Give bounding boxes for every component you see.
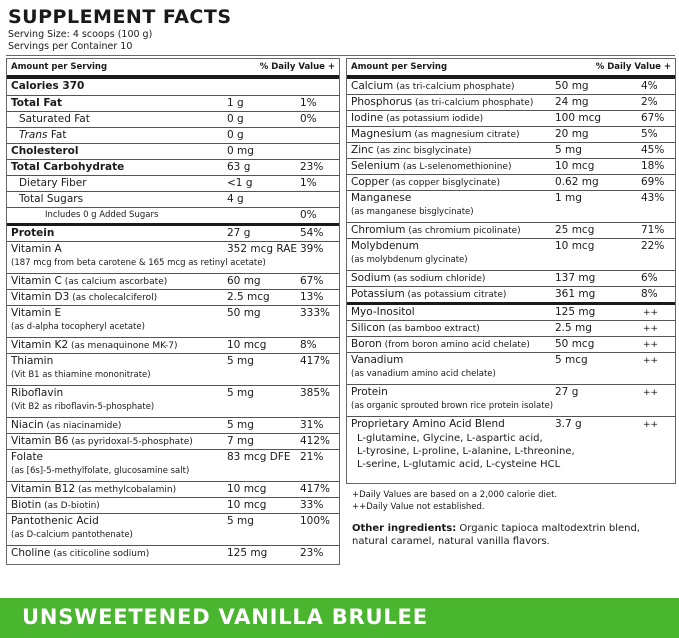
nutrient-dv: 18% (641, 160, 665, 172)
nutrient-row (347, 305, 675, 321)
nutrient-amount: 1 mg (555, 192, 582, 204)
nutrient-amount: 60 mg (227, 275, 261, 287)
nutrient-amount: 5 mg (227, 515, 254, 527)
nutrient-name: Calcium (351, 80, 394, 92)
nutrient-amount: 5 mg (227, 419, 254, 431)
nutrient-amount: 63 g (227, 161, 251, 173)
nutrient-name: Thiamin (11, 355, 54, 367)
nutrient-name: Total Sugars (19, 193, 84, 205)
nutrient-amount: 2.5 mcg (227, 291, 270, 303)
flavor-banner (0, 598, 679, 638)
nutrient-row (347, 223, 675, 239)
nutrient-amount: 20 mg (555, 128, 589, 140)
nutrient-dv: 6% (641, 272, 658, 284)
nutrient-dv: ++ (643, 324, 659, 334)
nutrient-amount: 10 mcg (227, 499, 267, 511)
nutrient-row (347, 191, 675, 223)
nutrient-dv: 1% (300, 97, 317, 109)
nutrient-dv: 1% (300, 177, 317, 189)
footnotes (352, 489, 557, 513)
nutrient-row (7, 306, 339, 338)
nutrient-name: Folate (11, 451, 44, 463)
nutrient-name: Vitamin A (11, 243, 62, 255)
nutrient-name: Vitamin B6 (11, 435, 69, 447)
nutrient-row (7, 418, 339, 434)
nutrient-name: Silicon (351, 322, 386, 334)
nutrient-row (347, 287, 675, 305)
nutrient-amount: 0 g (227, 129, 244, 141)
nutrient-dv: 0% (300, 113, 317, 125)
nutrient-row (347, 175, 675, 191)
nutrient-row (7, 274, 339, 290)
nutrient-dv: 22% (641, 240, 665, 252)
nutrient-row (347, 143, 675, 159)
footnote-daily-value: +Daily Values are based on a 2,000 calorie diet. (352, 490, 558, 500)
nutrient-name: Chromium (351, 224, 406, 236)
nutrient-source: (as potassium iodide) (383, 114, 484, 124)
nutrient-name: Vitamin B12 (11, 483, 76, 495)
nutrient-dv: 31% (300, 419, 324, 431)
nutrient-name: Copper (351, 176, 389, 188)
nutrient-name: Boron (351, 338, 382, 350)
nutrient-name: Phosphorus (351, 96, 413, 108)
nutrient-row (347, 95, 675, 111)
nutrient-name: Vitamin K2 (11, 339, 69, 351)
nutrient-amount: 0.62 mg (555, 176, 599, 188)
nutrient-amount: 10 mcg (555, 160, 595, 172)
nutrient-row (347, 321, 675, 337)
nutrient-name: Sodium (351, 272, 391, 284)
nutrient-dv: 54% (300, 227, 324, 239)
nutrient-source: (as [6s]-5-methylfolate, glucosamine salt) (11, 466, 190, 476)
blend-line: L-glutamine, Glycine, L-aspartic acid, (357, 433, 543, 444)
nutrient-name: Magnesium (351, 128, 412, 140)
nutrient-row (347, 385, 675, 417)
nutrient-source: (as bamboo extract) (385, 324, 480, 334)
nutrient-dv: 2% (641, 96, 658, 108)
footnote-not-established: ++Daily Value not established. (352, 502, 485, 512)
top-divider (6, 55, 675, 56)
nutrient-source: (as chromium picolinate) (405, 226, 521, 236)
flavor-name: UNSWEETENED VANILLA BRULEE (22, 605, 428, 629)
nutrient-amount: 10 mcg (555, 240, 595, 252)
nutrient-name: Vitamin C (11, 275, 62, 287)
nutrient-name: Total Fat (11, 97, 63, 109)
nutrient-row (7, 498, 339, 514)
nutrient-row (7, 144, 339, 160)
nutrient-source: (as pyridoxal-5-phosphate) (68, 437, 193, 447)
nutrient-row (347, 79, 675, 95)
nutrient-source: (as tri-calcium phosphate) (412, 98, 534, 108)
nutrient-source: (as zinc bisglycinate) (373, 146, 472, 156)
nutrient-amount: 7 mg (227, 435, 254, 447)
nutrient-amount: 25 mcg (555, 224, 595, 236)
nutrient-dv: 8% (300, 339, 317, 351)
nutrient-source: (as D-biotin) (41, 501, 100, 511)
nutrient-name: Total Carbohydrate (11, 161, 125, 173)
nutrient-dv: ++ (643, 308, 659, 318)
nutrient-row (7, 208, 339, 226)
nutrient-name: Zinc (351, 144, 374, 156)
nutrient-source: (as potassium citrate) (404, 290, 507, 300)
nutrient-row (7, 434, 339, 450)
nutrient-amount: 1 g (227, 97, 244, 109)
nutrient-source: (as menaquinone MK-7) (68, 341, 178, 351)
nutrient-dv: 67% (300, 275, 324, 287)
nutrient-source: (Vit B2 as riboflavin-5-phosphate) (11, 402, 155, 412)
amount-per-serving-header: Amount per Serving (351, 62, 448, 72)
nutrient-name: Saturated Fat (19, 113, 90, 125)
nutrient-row (7, 514, 339, 546)
nutrient-dv: 412% (300, 435, 331, 447)
nutrient-amount: 137 mg (555, 272, 596, 284)
nutrient-row (7, 192, 339, 208)
nutrient-row (7, 546, 339, 562)
nutrient-source: (as d-alpha tocopheryl acetate) (11, 322, 145, 332)
nutrient-row (347, 127, 675, 143)
nutrient-row (347, 353, 675, 385)
nutrient-amount: 10 mcg (227, 483, 267, 495)
nutrient-source: (as magnesium citrate) (411, 130, 520, 140)
nutrient-source: (as calcium ascorbate) (61, 277, 168, 287)
nutrient-amount: 125 mg (227, 547, 268, 559)
nutrient-row (347, 239, 675, 271)
nutrient-name: Choline (11, 547, 51, 559)
nutrient-name: Manganese (351, 192, 412, 204)
nutrient-name: Cholesterol (11, 145, 79, 157)
nutrient-row (7, 160, 339, 176)
nutrient-amount: 50 mcg (555, 338, 595, 350)
nutrient-source: (as copper bisglycinate) (388, 178, 500, 188)
nutrient-amount: 5 mg (227, 387, 254, 399)
page-title: SUPPLEMENT FACTS (8, 6, 232, 28)
left-table-header (7, 59, 339, 79)
nutrient-source: (as vanadium amino acid chelate) (351, 369, 496, 379)
nutrient-name-suffix: Fat (47, 129, 67, 141)
nutrient-source: (as D-calcium pantothenate) (11, 530, 133, 540)
nutrient-row (347, 159, 675, 175)
nutrient-row (7, 96, 339, 112)
blend-line: L-tyrosine, L-proline, L-alanine, L-threonine, (357, 446, 575, 457)
servings-per-container: Servings per Container 10 (8, 41, 133, 52)
nutrient-source: (as citicoline sodium) (50, 549, 150, 559)
nutrient-amount: 27 g (555, 386, 579, 398)
nutrient-amount: 4 g (227, 193, 244, 205)
nutrient-source: (as cholecalciferol) (69, 293, 158, 303)
nutrient-name: Protein (11, 227, 55, 239)
nutrient-source: (187 mcg from beta carotene & 165 mcg as retinyl acetate) (11, 258, 266, 268)
nutrient-source: (from boron amino acid chelate) (381, 340, 530, 350)
amino-blend-row (347, 417, 675, 479)
left-facts-table (6, 58, 340, 565)
blend-line: L-serine, L-glutamic acid, L-cysteine HCL (357, 459, 561, 470)
nutrient-name: Selenium (351, 160, 400, 172)
nutrient-name: Iodine (351, 112, 384, 124)
nutrient-row (7, 128, 339, 144)
nutrient-dv: 0% (300, 209, 317, 221)
nutrient-name: Niacin (11, 419, 44, 431)
nutrient-source: (as molybdenum glycinate) (351, 255, 468, 265)
serving-size: Serving Size: 4 scoops (100 g) (8, 29, 153, 40)
nutrient-amount: 0 g (227, 113, 244, 125)
nutrient-row (7, 482, 339, 498)
nutrient-dv: 39% (300, 243, 324, 255)
nutrient-row (7, 450, 339, 482)
nutrient-source: (Vit B1 as thiamine mononitrate) (11, 370, 151, 380)
nutrient-amount: 50 mg (227, 307, 261, 319)
daily-value-header: % Daily Value + (595, 62, 671, 72)
nutrient-amount: 27 g (227, 227, 251, 239)
nutrient-amount: 352 mcg RAE (227, 243, 298, 255)
nutrient-row (7, 386, 339, 418)
nutrient-source: (as tri-calcium phosphate) (393, 82, 515, 92)
nutrient-row (7, 242, 339, 274)
nutrient-dv: 8% (641, 288, 658, 300)
nutrient-amount: 5 mg (227, 355, 254, 367)
nutrient-row (7, 354, 339, 386)
nutrient-dv: 5% (641, 128, 658, 140)
nutrient-source: (as sodium chloride) (390, 274, 486, 284)
nutrient-dv: 21% (300, 451, 324, 463)
nutrient-name: Molybdenum (351, 240, 419, 252)
right-facts-table (346, 58, 676, 484)
nutrient-dv: 333% (300, 307, 331, 319)
nutrient-dv: 100% (300, 515, 331, 527)
nutrient-dv: 417% (300, 483, 331, 495)
nutrient-row (347, 337, 675, 353)
nutrient-dv: 23% (300, 161, 324, 173)
nutrient-row (7, 226, 339, 242)
nutrient-amount: 3.7 g (555, 418, 582, 430)
calories-label: Calories 370 (11, 80, 85, 92)
nutrient-amount: 10 mcg (227, 339, 267, 351)
nutrient-name: Myo-Inositol (351, 306, 415, 318)
nutrient-source: (as organic sprouted brown rice protein isolate) (351, 401, 554, 411)
nutrient-name: Vitamin E (11, 307, 62, 319)
calories-row (7, 79, 339, 96)
nutrient-dv: 13% (300, 291, 324, 303)
nutrient-dv: 4% (641, 80, 658, 92)
nutrient-dv: ++ (643, 388, 659, 398)
nutrient-amount: 361 mg (555, 288, 596, 300)
nutrient-amount: 83 mcg DFE (227, 451, 291, 463)
nutrient-dv: 69% (641, 176, 665, 188)
daily-value-header: % Daily Value + (259, 62, 335, 72)
nutrient-amount: 24 mg (555, 96, 589, 108)
nutrient-amount: <1 g (227, 177, 253, 189)
nutrient-dv: 385% (300, 387, 331, 399)
other-ingredients-text: Organic tapioca maltodextrin blend, natural caramel, natural vanilla flavors. (352, 523, 640, 547)
nutrient-amount: 2.5 mg (555, 322, 592, 334)
nutrient-amount: 0 mg (227, 145, 254, 157)
nutrient-name: Protein (351, 386, 388, 398)
nutrient-row (347, 271, 675, 287)
nutrient-name: Trans (19, 129, 48, 141)
nutrient-amount: 100 mcg (555, 112, 602, 124)
nutrient-name: Pantothenic Acid (11, 515, 99, 527)
amount-per-serving-header: Amount per Serving (11, 62, 108, 72)
nutrient-dv: 33% (300, 499, 324, 511)
nutrient-name: Biotin (11, 499, 42, 511)
nutrient-source: (as manganese bisglycinate) (351, 207, 474, 217)
nutrient-amount: 5 mcg (555, 354, 588, 366)
right-table-header (347, 59, 675, 79)
nutrient-row (7, 176, 339, 192)
nutrient-amount: 125 mg (555, 306, 596, 318)
nutrient-row (7, 112, 339, 128)
nutrient-source: (as L-selenomethionine) (399, 162, 512, 172)
nutrient-row (7, 290, 339, 306)
nutrient-dv: ++ (643, 420, 659, 430)
nutrient-dv: 67% (641, 112, 665, 124)
other-ingredients (352, 522, 676, 548)
nutrient-name: Vanadium (351, 354, 404, 366)
nutrient-name: Vitamin D3 (11, 291, 70, 303)
nutrient-dv: 43% (641, 192, 665, 204)
nutrient-name: Proprietary Amino Acid Blend (351, 418, 505, 430)
nutrient-dv: 23% (300, 547, 324, 559)
nutrient-name: Dietary Fiber (19, 177, 87, 189)
nutrient-name: Riboflavin (11, 387, 64, 399)
nutrient-dv: ++ (643, 356, 659, 366)
nutrient-amount: 50 mg (555, 80, 589, 92)
nutrient-row (347, 111, 675, 127)
nutrient-source: (as methylcobalamin) (75, 485, 177, 495)
nutrient-dv: 417% (300, 355, 331, 367)
nutrient-name: Includes 0 g Added Sugars (45, 210, 159, 220)
nutrient-row (7, 338, 339, 354)
nutrient-dv: 45% (641, 144, 665, 156)
nutrient-dv: 71% (641, 224, 665, 236)
nutrient-amount: 5 mg (555, 144, 582, 156)
nutrient-dv: ++ (643, 340, 659, 350)
amino-blend-ingredients (357, 432, 575, 471)
nutrient-name: Potassium (351, 288, 405, 300)
nutrient-source: (as niacinamide) (43, 421, 122, 431)
other-ingredients-label: Other ingredients: (352, 523, 457, 534)
